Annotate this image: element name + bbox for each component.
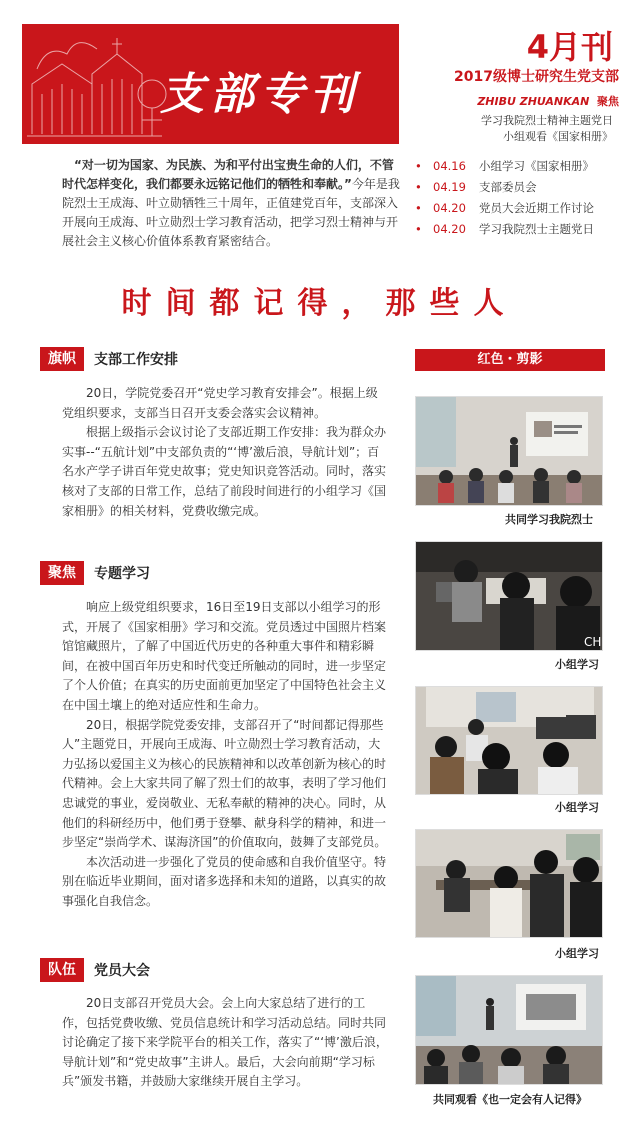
paragraph: 根据上级指示会议讨论了支部近期工作安排：我为群众办实事--“五航计划”中支部负责的“‘博’激后浪，导航计划”；百名水产学子讲百年党史故事；党史知识竞答活动。同时，落实核对了支部的日常工作，总结了前段时间进行的小组学习《国家相册》的相关材料，党费收缴完成。 — [62, 425, 387, 518]
paragraph: 20日，根据学院党委安排，支部召开了“时间都记得那些人”主题党日，开展向王成海、叶立勋烈士学习教育活动，大力弘扬以爱国主义为核心的民族精神和以改革创新为核心的时代精神。会上大家共同了解了烈士们的故事，表明了学习他们忠诚党的事业，爱岗敬业、无私奉献的精神的决心。同时，从他们的科研经历中，他们勇于登攀、献身科学的精神，和进一步坚定“崇尚学术、谋海济国”的价值取向，鼓舞了支部党员。 — [62, 717, 387, 850]
bullet-icon: • — [415, 201, 422, 215]
header-banner — [22, 24, 399, 144]
paragraph: 本次活动进一步强化了党员的使命感和自我价值坚守。特别在临近毕业期间，面对诸多选择和未知的道路，以真实的故事强化自我信念。 — [62, 854, 387, 908]
schedule-text: 小组学习《国家相册》 — [479, 159, 594, 173]
schedule-date: 04.20 — [433, 201, 466, 215]
photo-classroom-study — [415, 396, 603, 506]
building-illustration — [22, 24, 172, 144]
section-body-team — [62, 994, 388, 1092]
intro-paragraph — [62, 156, 400, 251]
org-name: 2017级博士研究生党支部 — [454, 69, 619, 85]
schedule-text: 学习我院烈士主题党日 — [479, 222, 594, 236]
schedule-item — [415, 198, 625, 219]
subtitle-cn: 聚焦 — [597, 95, 619, 108]
subtitle-line — [477, 93, 619, 109]
bullet-icon: • — [415, 159, 422, 173]
photo-caption: 共同观看《也一定会有人记得》 — [433, 1093, 587, 1106]
schedule-text: 支部委员会 — [479, 180, 537, 194]
paragraph: 20日，学院党委召开“党史学习教育安排会”。根据上级党组织要求，支部当日召开支委会落实会议精神。 — [62, 386, 378, 420]
photo-caption: 共同学习我院烈士 — [505, 513, 593, 526]
section-header-team — [40, 958, 150, 982]
subtitle-en: ZHIBU ZHUANKAN — [477, 95, 590, 108]
issue-label: 4月刊 — [526, 28, 613, 66]
banner-title: 支部专刊 — [160, 69, 360, 120]
focus-line-1: 学习我院烈士精神主题党日 — [481, 114, 613, 127]
schedule-text: 党员大会近期工作讨论 — [479, 201, 594, 215]
paragraph: 响应上级党组织要求，16日至19日支部以小组学习的形式，开展了《国家相册》学习和交流。党员透过中国照片档案馆馆藏照片，了解了中国近代历史的各种重大事件和精彩瞬间，在被中国百年历史和时代变迁所触动的同时，进一步坚定了个人价值；在真实的历史面前更加坚定了中国特色社会主义在中国土壤上的绝对适应性和生命力。 — [62, 600, 387, 712]
schedule-item — [415, 156, 625, 177]
gallery-heading: 红色・剪影 — [415, 349, 605, 371]
intro-quote: “对一切为国家、为民族、为和平付出宝贵生命的人们，不管时代怎样变化，我们都要永远铭记他们的牺牲和奉献。” — [62, 158, 394, 191]
photo-group-study-1 — [415, 541, 603, 651]
schedule-list — [415, 156, 625, 240]
photo-caption: 小组学习 — [555, 801, 599, 814]
photo-group-study-2 — [415, 686, 603, 795]
section-title: 专题学习 — [94, 566, 150, 582]
bullet-icon: • — [415, 222, 422, 236]
schedule-date: 04.19 — [433, 180, 466, 194]
schedule-item — [415, 177, 625, 198]
paragraph: 20日支部召开党员大会。会上向大家总结了进行的工作，包括党费收缴、党员信息统计和学习活动总结。同时共同讨论确定了接下来学院平台的相关工作，落实了“‘博’激后浪，导航计划”和“党史故事”主讲人。最后，大会向前期“学习标兵”颁发书籍，并鼓励大家继续开展自主学习。 — [62, 996, 388, 1089]
schedule-date: 04.20 — [433, 222, 466, 236]
section-tag: 聚焦 — [40, 561, 84, 585]
photo-group-study-3 — [415, 829, 603, 938]
photo-caption: 小组学习 — [555, 658, 599, 671]
focus-line-2: 小组观看《国家相册》 — [503, 130, 613, 143]
section-body-flag — [62, 384, 388, 521]
main-headline: 时间都记得，那些人 — [121, 286, 518, 321]
intro-text: 今年是我院烈士王成海、叶立勋牺牲三十周年，正值建党百年，支部深入开展向王成海、叶立勋烈士学习教育活动，把学习烈士精神与开展社会主义核心价值体系教育紧密结合。 — [62, 177, 400, 248]
svg-text:CH: CH — [584, 635, 602, 649]
section-tag: 旗帜 — [40, 347, 84, 371]
section-body-focus — [62, 598, 388, 912]
section-header-focus — [40, 561, 150, 585]
bullet-icon: • — [415, 180, 422, 194]
section-tag: 队伍 — [40, 958, 84, 982]
schedule-item — [415, 219, 625, 240]
section-title: 党员大会 — [94, 963, 150, 979]
photo-caption: 小组学习 — [555, 947, 599, 960]
schedule-date: 04.16 — [433, 159, 466, 173]
photo-watching-film — [415, 975, 603, 1085]
section-title: 支部工作安排 — [94, 352, 178, 368]
section-header-flag — [40, 347, 178, 371]
